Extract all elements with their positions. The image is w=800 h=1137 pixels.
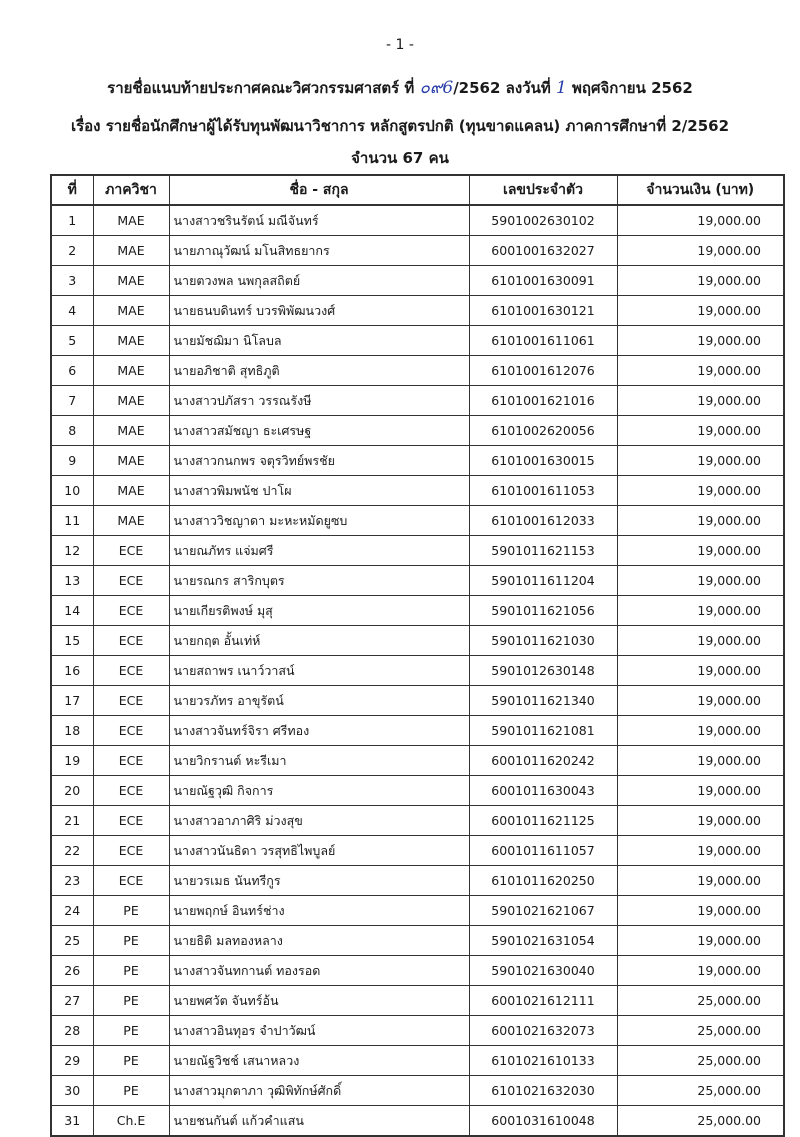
- cell-department: MAE: [93, 506, 169, 536]
- cell-amount: 19,000.00: [617, 926, 784, 956]
- cell-student-id: 6001021612111: [469, 986, 617, 1016]
- cell-amount: 25,000.00: [617, 1046, 784, 1076]
- cell-student-id: 6101001630015: [469, 446, 617, 476]
- cell-department: PE: [93, 956, 169, 986]
- cell-amount: 19,000.00: [617, 506, 784, 536]
- cell-student-id: 5901021631054: [469, 926, 617, 956]
- cell-amount: 19,000.00: [617, 806, 784, 836]
- cell-department: PE: [93, 896, 169, 926]
- cell-amount: 19,000.00: [617, 746, 784, 776]
- cell-no: 5: [51, 326, 93, 356]
- cell-no: 30: [51, 1076, 93, 1106]
- cell-student-id: 6101001612076: [469, 356, 617, 386]
- table-row: [51, 956, 784, 986]
- cell-department: ECE: [93, 806, 169, 836]
- table-row: [51, 776, 784, 806]
- table-row: [51, 296, 784, 326]
- cell-amount: 19,000.00: [617, 205, 784, 236]
- cell-no: 28: [51, 1016, 93, 1046]
- title-date: พฤศจิกายน 2562: [572, 79, 693, 97]
- cell-department: MAE: [93, 205, 169, 236]
- cell-student-id: 5901011611204: [469, 566, 617, 596]
- cell-department: PE: [93, 986, 169, 1016]
- cell-no: 20: [51, 776, 93, 806]
- col-header-student-id: เลขประจำตัว: [469, 175, 617, 205]
- col-header-department: ภาควิชา: [93, 175, 169, 205]
- cell-student-id: 5901021621067: [469, 896, 617, 926]
- cell-no: 10: [51, 476, 93, 506]
- cell-no: 12: [51, 536, 93, 566]
- cell-student-id: 6001011630043: [469, 776, 617, 806]
- cell-student-id: 6101002620056: [469, 416, 617, 446]
- cell-department: MAE: [93, 416, 169, 446]
- cell-department: PE: [93, 926, 169, 956]
- cell-student-id: 5901011621081: [469, 716, 617, 746]
- cell-no: 13: [51, 566, 93, 596]
- cell-amount: 25,000.00: [617, 1016, 784, 1046]
- cell-amount: 19,000.00: [617, 326, 784, 356]
- cell-student-id: 6001011620242: [469, 746, 617, 776]
- table-row: [51, 386, 784, 416]
- cell-student-id: 6101001621016: [469, 386, 617, 416]
- cell-name: นายณภัทร แจ่มศรี: [169, 536, 469, 566]
- cell-department: ECE: [93, 746, 169, 776]
- cell-no: 8: [51, 416, 93, 446]
- cell-amount: 19,000.00: [617, 236, 784, 266]
- cell-name: นายวรเมธ นันทรีกูร: [169, 866, 469, 896]
- table-row: [51, 236, 784, 266]
- table-row: [51, 266, 784, 296]
- cell-name: นางสาวกนกพร จตุรวิทย์พรชัย: [169, 446, 469, 476]
- cell-amount: 19,000.00: [617, 866, 784, 896]
- subject-line: เรื่อง รายชื่อนักศึกษาผู้ได้รับทุนพัฒนาวิชาการ หลักสูตรปกติ (ทุนขาดแคลน) ภาคการศึกษาที่ 2/2562: [70, 117, 730, 135]
- cell-amount: 19,000.00: [617, 956, 784, 986]
- page-number: - 1 -: [386, 37, 414, 53]
- cell-no: 22: [51, 836, 93, 866]
- student-table: [50, 174, 785, 1137]
- table-row: [51, 686, 784, 716]
- cell-name: นายภาณุวัฒน์ มโนสิทธยากร: [169, 236, 469, 266]
- cell-name: นายธิติ มลทองหลาง: [169, 926, 469, 956]
- table-row: [51, 356, 784, 386]
- col-header-no: ที่: [51, 175, 93, 205]
- cell-no: 26: [51, 956, 93, 986]
- cell-student-id: 5901011621030: [469, 626, 617, 656]
- cell-amount: 19,000.00: [617, 656, 784, 686]
- cell-department: MAE: [93, 476, 169, 506]
- table-row: [51, 626, 784, 656]
- cell-department: MAE: [93, 356, 169, 386]
- cell-name: นางสาวพิมพนัช ปาโผ: [169, 476, 469, 506]
- cell-amount: 25,000.00: [617, 1106, 784, 1137]
- table-row: [51, 446, 784, 476]
- cell-department: MAE: [93, 296, 169, 326]
- cell-amount: 19,000.00: [617, 296, 784, 326]
- table-row: [51, 716, 784, 746]
- cell-no: 25: [51, 926, 93, 956]
- table-row: [51, 1076, 784, 1106]
- cell-department: MAE: [93, 326, 169, 356]
- table-row: [51, 476, 784, 506]
- cell-amount: 19,000.00: [617, 266, 784, 296]
- cell-no: 16: [51, 656, 93, 686]
- cell-no: 17: [51, 686, 93, 716]
- cell-amount: 19,000.00: [617, 536, 784, 566]
- cell-amount: 19,000.00: [617, 626, 784, 656]
- cell-student-id: 6001011621125: [469, 806, 617, 836]
- cell-student-id: 6101001612033: [469, 506, 617, 536]
- cell-department: ECE: [93, 836, 169, 866]
- cell-student-id: 6101011620250: [469, 866, 617, 896]
- cell-name: นายณัฐวิชช์ เสนาหลวง: [169, 1046, 469, 1076]
- cell-department: ECE: [93, 656, 169, 686]
- cell-student-id: 6101021610133: [469, 1046, 617, 1076]
- cell-no: 2: [51, 236, 93, 266]
- cell-no: 7: [51, 386, 93, 416]
- cell-amount: 19,000.00: [617, 896, 784, 926]
- table-row: [51, 566, 784, 596]
- cell-name: นายกฤต อั้นเท่ห์: [169, 626, 469, 656]
- cell-no: 9: [51, 446, 93, 476]
- table-row: [51, 1016, 784, 1046]
- cell-department: ECE: [93, 596, 169, 626]
- table-row: [51, 896, 784, 926]
- cell-name: นางสาวชรินรัตน์ มณีจันทร์: [169, 205, 469, 236]
- cell-no: 18: [51, 716, 93, 746]
- cell-student-id: 5901011621153: [469, 536, 617, 566]
- cell-name: นางสาวนันธิดา วรสุทธิไพบูลย์: [169, 836, 469, 866]
- count-line: จำนวน 67 คน: [351, 149, 449, 167]
- cell-name: นายชนกันต์ แก้วคำแสน: [169, 1106, 469, 1137]
- cell-name: นางสาวอินทุอร จำปาวัฒน์: [169, 1016, 469, 1046]
- cell-name: นายธนบดินทร์ บวรพิพัฒนวงศ์: [169, 296, 469, 326]
- cell-amount: 19,000.00: [617, 416, 784, 446]
- cell-department: MAE: [93, 236, 169, 266]
- cell-no: 3: [51, 266, 93, 296]
- announcement-title: [0, 78, 800, 98]
- cell-no: 1: [51, 205, 93, 236]
- cell-amount: 19,000.00: [617, 446, 784, 476]
- cell-department: ECE: [93, 686, 169, 716]
- cell-student-id: 6101001630121: [469, 296, 617, 326]
- cell-no: 31: [51, 1106, 93, 1137]
- cell-department: MAE: [93, 386, 169, 416]
- table-header-row: [51, 175, 784, 205]
- table-row: [51, 536, 784, 566]
- cell-department: ECE: [93, 536, 169, 566]
- table-row: [51, 1106, 784, 1137]
- cell-amount: 25,000.00: [617, 986, 784, 1016]
- cell-name: นายรณกร สาริกบุตร: [169, 566, 469, 596]
- cell-no: 29: [51, 1046, 93, 1076]
- handwritten-order-number: ๐๙6: [419, 78, 454, 98]
- cell-student-id: 6001001632027: [469, 236, 617, 266]
- table-row: [51, 806, 784, 836]
- cell-amount: 19,000.00: [617, 686, 784, 716]
- cell-name: นางสาวอาภาศิริ ม่วงสุข: [169, 806, 469, 836]
- table-row: [51, 926, 784, 956]
- cell-name: นายเกียรติพงษ์ มุสุ: [169, 596, 469, 626]
- table-row: [51, 986, 784, 1016]
- cell-name: นางสาวปภัสรา วรรณรังษี: [169, 386, 469, 416]
- cell-student-id: 5901002630102: [469, 205, 617, 236]
- col-header-name: ชื่อ - สกุล: [169, 175, 469, 205]
- cell-no: 27: [51, 986, 93, 1016]
- cell-name: นางสาวมุกตาภา วุฒิพิทักษ์ศักดิ์: [169, 1076, 469, 1106]
- cell-student-id: 5901011621056: [469, 596, 617, 626]
- table-row: [51, 866, 784, 896]
- cell-department: ECE: [93, 566, 169, 596]
- cell-department: PE: [93, 1016, 169, 1046]
- cell-name: นางสาวจันทร์จิรา ศรีทอง: [169, 716, 469, 746]
- title-year: /2562 ลงวันที่: [453, 79, 551, 97]
- cell-name: นางสาวสมัชญา ธะเศรษฐ: [169, 416, 469, 446]
- cell-student-id: 6101001611061: [469, 326, 617, 356]
- table-row: [51, 746, 784, 776]
- cell-name: นายสถาพร เนาว์วาสน์: [169, 656, 469, 686]
- cell-student-id: 6101001630091: [469, 266, 617, 296]
- cell-student-id: 6001011611057: [469, 836, 617, 866]
- cell-amount: 19,000.00: [617, 566, 784, 596]
- cell-amount: 19,000.00: [617, 356, 784, 386]
- cell-student-id: 5901021630040: [469, 956, 617, 986]
- cell-no: 14: [51, 596, 93, 626]
- cell-amount: 19,000.00: [617, 476, 784, 506]
- cell-amount: 19,000.00: [617, 776, 784, 806]
- cell-department: Ch.E: [93, 1106, 169, 1137]
- handwritten-day: 1: [555, 78, 567, 98]
- cell-no: 4: [51, 296, 93, 326]
- cell-name: นายตวงพล นพกุลสถิตย์: [169, 266, 469, 296]
- cell-department: PE: [93, 1046, 169, 1076]
- cell-department: PE: [93, 1076, 169, 1106]
- table-row: [51, 205, 784, 236]
- cell-no: 11: [51, 506, 93, 536]
- col-header-amount: จำนวนเงิน (บาท): [617, 175, 784, 205]
- cell-name: นายมัชฌิมา นิโลบล: [169, 326, 469, 356]
- cell-department: ECE: [93, 626, 169, 656]
- cell-amount: 19,000.00: [617, 386, 784, 416]
- table-row: [51, 836, 784, 866]
- cell-department: ECE: [93, 776, 169, 806]
- title-prefix: รายชื่อแนบท้ายประกาศคณะวิศวกรรมศาสตร์ ที่: [107, 79, 415, 97]
- cell-department: ECE: [93, 866, 169, 896]
- table-row: [51, 1046, 784, 1076]
- table-row: [51, 326, 784, 356]
- cell-name: นายวิกรานต์ หะรีเมา: [169, 746, 469, 776]
- cell-amount: 25,000.00: [617, 1076, 784, 1106]
- cell-no: 15: [51, 626, 93, 656]
- cell-name: นายพฤกษ์ อินทร์ช่าง: [169, 896, 469, 926]
- table-row: [51, 656, 784, 686]
- table-row: [51, 506, 784, 536]
- cell-student-id: 6001021632073: [469, 1016, 617, 1046]
- cell-name: นายวรภัทร อาขุรัตน์: [169, 686, 469, 716]
- cell-name: นางสาววิชญาดา มะหะหมัดยูซบ: [169, 506, 469, 536]
- cell-amount: 19,000.00: [617, 716, 784, 746]
- cell-student-id: 6101021632030: [469, 1076, 617, 1106]
- table-row: [51, 596, 784, 626]
- table-row: [51, 416, 784, 446]
- cell-name: นายพศวัต จันทร์อ้น: [169, 986, 469, 1016]
- cell-name: นายณัฐวุฒิ กิจการ: [169, 776, 469, 806]
- cell-no: 23: [51, 866, 93, 896]
- cell-department: MAE: [93, 446, 169, 476]
- cell-no: 24: [51, 896, 93, 926]
- cell-name: นางสาวจันทกานต์ ทองรอด: [169, 956, 469, 986]
- cell-no: 6: [51, 356, 93, 386]
- cell-amount: 19,000.00: [617, 836, 784, 866]
- cell-no: 21: [51, 806, 93, 836]
- cell-student-id: 5901011621340: [469, 686, 617, 716]
- cell-department: ECE: [93, 716, 169, 746]
- cell-amount: 19,000.00: [617, 596, 784, 626]
- cell-student-id: 5901012630148: [469, 656, 617, 686]
- cell-department: MAE: [93, 266, 169, 296]
- cell-student-id: 6101001611053: [469, 476, 617, 506]
- cell-student-id: 6001031610048: [469, 1106, 617, 1137]
- cell-name: นายอภิชาติ สุทธิภูติ: [169, 356, 469, 386]
- cell-no: 19: [51, 746, 93, 776]
